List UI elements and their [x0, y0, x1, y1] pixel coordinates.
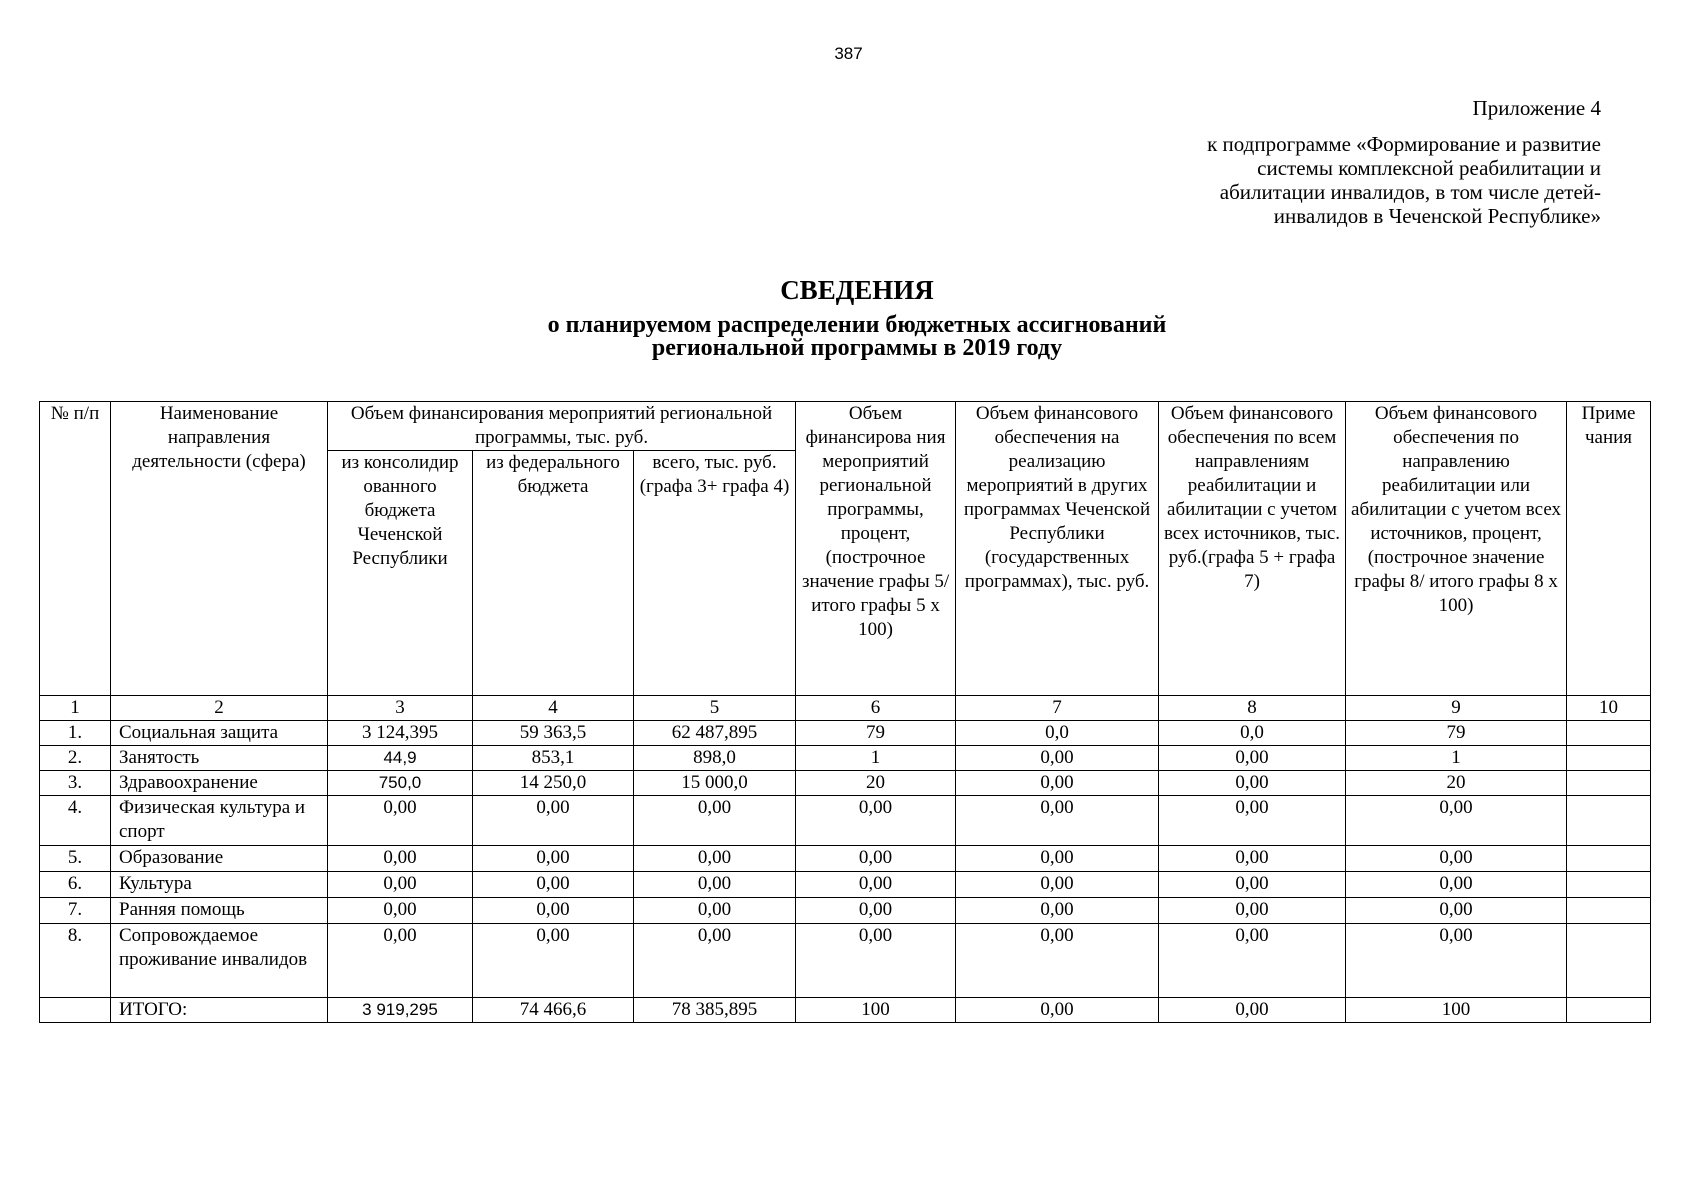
cell-other-programs: 0,00 [956, 746, 1159, 771]
cell-notes [1567, 771, 1651, 796]
row-num [40, 998, 111, 1023]
column-number: 9 [1346, 696, 1567, 721]
cell-from-federal: 0,00 [473, 924, 634, 998]
cell-from-consolidated: 0,00 [328, 872, 473, 898]
cell-from-federal: 0,00 [473, 796, 634, 846]
cell-other-programs: 0,00 [956, 846, 1159, 872]
cell-by-direction: 1 [1346, 746, 1567, 771]
cell-by-direction: 0,00 [1346, 898, 1567, 924]
cell-from-federal: 59 363,5 [473, 721, 634, 746]
cell-from-federal: 853,1 [473, 746, 634, 771]
row-num: 5. [40, 846, 111, 872]
cell-from-consolidated: 0,00 [328, 898, 473, 924]
cell-by-direction: 79 [1346, 721, 1567, 746]
row-num: 2. [40, 746, 111, 771]
cell-percent: 0,00 [796, 872, 956, 898]
cell-other-programs: 0,00 [956, 898, 1159, 924]
cell-notes [1567, 872, 1651, 898]
cell-notes [1567, 796, 1651, 846]
cell-notes [1567, 998, 1651, 1023]
cell-from-consolidated: 44,9 [328, 746, 473, 771]
cell-total: 0,00 [634, 872, 796, 898]
page-number: 387 [834, 44, 863, 63]
cell-other-programs: 0,00 [956, 872, 1159, 898]
cell-from-federal: 0,00 [473, 846, 634, 872]
table-row [40, 898, 1651, 924]
cell-by-direction: 100 [1346, 998, 1567, 1023]
header-notes: Приме чания [1567, 402, 1651, 696]
table-row [40, 846, 1651, 872]
row-name: Сопровождаемое проживание инвалидов [111, 924, 328, 998]
cell-all-directions: 0,00 [1159, 872, 1346, 898]
cell-by-direction: 0,00 [1346, 924, 1567, 998]
row-num: 1. [40, 721, 111, 746]
row-name: Культура [111, 872, 328, 898]
cell-all-directions: 0,00 [1159, 998, 1346, 1023]
cell-all-directions: 0,00 [1159, 746, 1346, 771]
column-number: 3 [328, 696, 473, 721]
document-subtitle [0, 314, 1697, 360]
document-subtitle-line: региональной программы в 2019 году [651, 335, 1063, 361]
cell-by-direction: 20 [1346, 771, 1567, 796]
cell-all-directions: 0,00 [1159, 898, 1346, 924]
header-total: всего, тыс. руб. (графа 3+ графа 4) [634, 451, 796, 696]
cell-total: 0,00 [634, 846, 796, 872]
cell-total: 898,0 [634, 746, 796, 771]
cell-from-consolidated: 3 124,395 [328, 721, 473, 746]
header-volume-group: Объем финансирования мероприятий региональной программы, тыс. руб. [328, 402, 796, 451]
cell-from-federal: 0,00 [473, 872, 634, 898]
cell-percent: 0,00 [796, 846, 956, 872]
header-from-consolidated: из консолидир ованного бюджета Чеченской Республики [328, 451, 473, 696]
cell-notes [1567, 898, 1651, 924]
header-name: Наименование направления деятельности (сфера) [111, 402, 328, 696]
document-title: СВЕДЕНИЯ [780, 275, 934, 305]
cell-other-programs: 0,0 [956, 721, 1159, 746]
cell-other-programs: 0,00 [956, 771, 1159, 796]
cell-all-directions: 0,0 [1159, 721, 1346, 746]
header-num: № п/п [40, 402, 111, 696]
column-number: 5 [634, 696, 796, 721]
cell-notes [1567, 846, 1651, 872]
column-number-row [40, 696, 1651, 721]
header-by-direction: Объем финансового обеспечения по направлению реабилитации или абилитации с учетом всех источников, процент, (построчное значение графы 8/ итого графы 8 х 100) [1346, 402, 1567, 696]
total-label: ИТОГО: [111, 998, 328, 1023]
cell-all-directions: 0,00 [1159, 771, 1346, 796]
cell-from-federal: 74 466,6 [473, 998, 634, 1023]
budget-table [39, 401, 1651, 1023]
cell-total: 62 487,895 [634, 721, 796, 746]
cell-all-directions: 0,00 [1159, 924, 1346, 998]
header-from-federal: из федерального бюджета [473, 451, 634, 696]
row-num: 4. [40, 796, 111, 846]
table-row [40, 746, 1651, 771]
cell-all-directions: 0,00 [1159, 796, 1346, 846]
cell-percent: 1 [796, 746, 956, 771]
cell-from-consolidated: 3 919,295 [328, 998, 473, 1023]
cell-percent: 20 [796, 771, 956, 796]
row-name: Образование [111, 846, 328, 872]
column-number: 4 [473, 696, 634, 721]
cell-from-federal: 14 250,0 [473, 771, 634, 796]
header-other-programs: Объем финансового обеспечения на реализацию мероприятий в других программах Чеченской Республики (государственных программах), тыс. руб. [956, 402, 1159, 696]
column-number: 6 [796, 696, 956, 721]
column-number: 10 [1567, 696, 1651, 721]
cell-by-direction: 0,00 [1346, 846, 1567, 872]
appendix-subtitle: к подпрограмме «Формирование и развитие системы комплексной реабилитации и абилитации инвалидов, в том числе детей-инвалидов в Чеченской Республике» [1207, 132, 1601, 228]
cell-other-programs: 0,00 [956, 796, 1159, 846]
row-num: 7. [40, 898, 111, 924]
column-number: 2 [111, 696, 328, 721]
table-row [40, 924, 1651, 998]
cell-by-direction: 0,00 [1346, 796, 1567, 846]
row-num: 8. [40, 924, 111, 998]
cell-other-programs: 0,00 [956, 924, 1159, 998]
header-percent: Объем финансирова ния мероприятий региональной программы, процент, (построчное значение графы 5/ итого графы 5 х 100) [796, 402, 956, 696]
cell-from-federal: 0,00 [473, 898, 634, 924]
row-name: Ранняя помощь [111, 898, 328, 924]
cell-total: 0,00 [634, 796, 796, 846]
cell-percent: 0,00 [796, 796, 956, 846]
cell-from-consolidated: 0,00 [328, 924, 473, 998]
row-name: Социальная защита [111, 721, 328, 746]
cell-percent: 0,00 [796, 924, 956, 998]
cell-total: 78 385,895 [634, 998, 796, 1023]
cell-from-consolidated: 750,0 [328, 771, 473, 796]
cell-notes [1567, 746, 1651, 771]
appendix-title: Приложение 4 [1472, 96, 1601, 120]
cell-total: 0,00 [634, 924, 796, 998]
column-number: 7 [956, 696, 1159, 721]
cell-notes [1567, 924, 1651, 998]
row-name: Физическая культура и спорт [111, 796, 328, 846]
table-row [40, 872, 1651, 898]
column-number: 1 [40, 696, 111, 721]
row-num: 6. [40, 872, 111, 898]
row-num: 3. [40, 771, 111, 796]
cell-total: 15 000,0 [634, 771, 796, 796]
cell-all-directions: 0,00 [1159, 846, 1346, 872]
cell-notes [1567, 721, 1651, 746]
cell-from-consolidated: 0,00 [328, 796, 473, 846]
cell-from-consolidated: 0,00 [328, 846, 473, 872]
cell-percent: 100 [796, 998, 956, 1023]
table-row [40, 796, 1651, 846]
total-row [40, 998, 1651, 1023]
cell-other-programs: 0,00 [956, 998, 1159, 1023]
cell-by-direction: 0,00 [1346, 872, 1567, 898]
document-subtitle-line: о планируемом распределении бюджетных ассигнований [547, 312, 1167, 338]
cell-percent: 0,00 [796, 898, 956, 924]
table-row [40, 721, 1651, 746]
column-number: 8 [1159, 696, 1346, 721]
cell-percent: 79 [796, 721, 956, 746]
row-name: Занятость [111, 746, 328, 771]
header-all-directions: Объем финансового обеспечения по всем направлениям реабилитации и абилитации с учетом всех источников, тыс. руб.(графа 5 + графа 7) [1159, 402, 1346, 696]
cell-total: 0,00 [634, 898, 796, 924]
row-name: Здравоохранение [111, 771, 328, 796]
table-row [40, 771, 1651, 796]
